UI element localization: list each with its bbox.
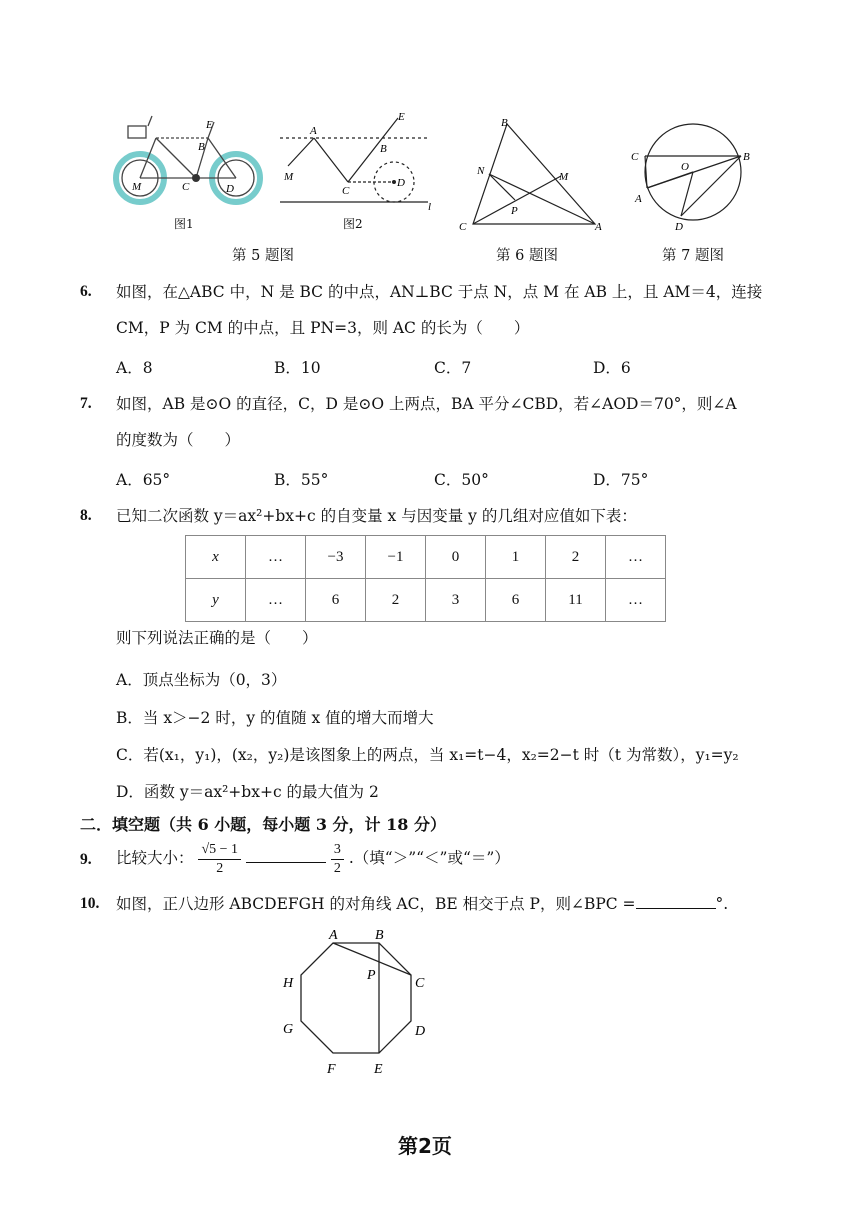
svg-text:D: D bbox=[415, 1024, 426, 1039]
svg-text:D: D bbox=[226, 183, 234, 195]
table-cell: −1 bbox=[366, 536, 426, 579]
q9-answer-blank[interactable] bbox=[246, 848, 326, 863]
table-cell: 0 bbox=[426, 536, 486, 579]
table-cell: 6 bbox=[306, 579, 366, 622]
q7-option-b[interactable]: B．55° bbox=[274, 471, 329, 489]
table-cell: … bbox=[246, 579, 306, 622]
q10-number: 10. bbox=[80, 895, 100, 912]
q10-end: °. bbox=[715, 895, 729, 913]
svg-text:C: C bbox=[459, 221, 467, 232]
svg-text:B: B bbox=[198, 141, 205, 153]
table-cell: 6 bbox=[486, 579, 546, 622]
svg-text:l: l bbox=[428, 201, 432, 210]
q7-option-c[interactable]: C．50° bbox=[434, 471, 489, 489]
svg-text:P: P bbox=[367, 968, 376, 983]
svg-text:A: A bbox=[635, 193, 642, 205]
figure-5-sub2-caption: 图2 bbox=[343, 217, 363, 231]
svg-text:D: D bbox=[397, 177, 405, 189]
fraction-numerator: √5 − 1 bbox=[198, 841, 241, 860]
q8-line1: 已知二次函数 y＝ax²+bx+c 的自变量 x 与因变量 y 的几组对应值如下表： bbox=[116, 507, 637, 525]
svg-text:B: B bbox=[501, 117, 508, 129]
svg-text:C: C bbox=[631, 151, 639, 163]
table-cell: … bbox=[246, 536, 306, 579]
figure-6-triangle bbox=[455, 112, 615, 232]
q10-text: 如图，正八边形 ABCDEFGH 的对角线 AC，BE 相交于点 P，则∠BPC = bbox=[116, 895, 636, 913]
figure-5-diagram bbox=[278, 110, 438, 210]
svg-text:M: M bbox=[284, 171, 294, 183]
svg-text:A: A bbox=[329, 928, 338, 943]
q9-number: 9. bbox=[80, 851, 92, 868]
table-cell: 2 bbox=[366, 579, 426, 622]
table-cell: 1 bbox=[486, 536, 546, 579]
table-row bbox=[186, 579, 666, 622]
section-2-heading: 二．填空题（共 6 小题，每小题 3 分，计 18 分） bbox=[80, 815, 446, 834]
svg-text:B: B bbox=[380, 143, 387, 155]
q6-option-b[interactable]: B．10 bbox=[274, 359, 321, 377]
q8-option-d[interactable]: D．函数 y＝ax²+bx+c 的最大值为 2 bbox=[116, 783, 379, 801]
fraction-numerator: 3 bbox=[331, 841, 344, 860]
q9-prefix: 比较大小： bbox=[116, 849, 194, 867]
q8-option-c[interactable]: C．若(x₁，y₁)，(x₂，y₂)是该图象上的两点，当 x₁=t−4，x₂=2−t 时（t 为常数），y₁=y₂ bbox=[116, 746, 739, 764]
table-cell: … bbox=[606, 579, 666, 622]
q6-line1: 如图，在△ABC 中，N 是 BC 的中点，AN⊥BC 于点 N，点 M 在 AB 上，且 AM＝4，连接 bbox=[116, 283, 763, 301]
figure-6-caption: 第 6 题图 bbox=[496, 248, 558, 264]
table-cell: x bbox=[186, 536, 246, 579]
q10-answer-blank[interactable] bbox=[636, 894, 716, 909]
svg-text:M: M bbox=[559, 171, 569, 183]
q10-octagon-figure bbox=[275, 925, 445, 1085]
table-row bbox=[186, 536, 666, 579]
svg-text:E: E bbox=[398, 111, 405, 123]
q7-number: 7. bbox=[80, 395, 92, 412]
figure-5-sub1-caption: 图1 bbox=[174, 217, 194, 231]
svg-text:P: P bbox=[511, 205, 518, 217]
q9-fraction-2 bbox=[331, 841, 344, 878]
q7-line2: 的度数为（ ） bbox=[116, 431, 241, 449]
svg-text:B: B bbox=[375, 928, 384, 943]
table-cell: −3 bbox=[306, 536, 366, 579]
svg-text:B: B bbox=[743, 151, 750, 163]
fraction-denominator: 2 bbox=[216, 860, 224, 876]
q9-fraction-1 bbox=[198, 841, 241, 878]
svg-text:H: H bbox=[283, 976, 294, 991]
q8-prompt: 则下列说法正确的是（ ） bbox=[116, 629, 318, 647]
q8-value-table bbox=[185, 535, 666, 622]
table-cell: 3 bbox=[426, 579, 486, 622]
svg-text:D: D bbox=[675, 221, 683, 233]
svg-text:C: C bbox=[415, 976, 425, 991]
q6-option-d[interactable]: D．6 bbox=[593, 359, 631, 377]
q6-line2: CM，P 为 CM 的中点，且 PN=3，则 AC 的长为（ ） bbox=[116, 319, 530, 337]
svg-text:N: N bbox=[477, 165, 485, 177]
q9-suffix: .（填“＞”“＜”或“＝”） bbox=[348, 849, 510, 867]
fraction-denominator: 2 bbox=[333, 860, 341, 876]
svg-text:M: M bbox=[132, 181, 142, 193]
table-cell: 11 bbox=[546, 579, 606, 622]
table-cell: 2 bbox=[546, 536, 606, 579]
q6-option-c[interactable]: C．7 bbox=[434, 359, 472, 377]
svg-text:C: C bbox=[342, 185, 350, 197]
figure-5-bicycle bbox=[108, 110, 268, 210]
svg-text:F: F bbox=[327, 1062, 336, 1077]
svg-text:A: A bbox=[310, 125, 317, 137]
q9-line bbox=[116, 836, 510, 880]
table-cell: … bbox=[606, 536, 666, 579]
table-cell: y bbox=[186, 579, 246, 622]
q8-number: 8. bbox=[80, 507, 92, 524]
svg-text:E: E bbox=[374, 1062, 383, 1077]
q8-option-a[interactable]: A．顶点坐标为（0，3） bbox=[116, 671, 287, 689]
q10-line bbox=[116, 894, 728, 914]
svg-text:E: E bbox=[206, 119, 213, 131]
figure-7-caption: 第 7 题图 bbox=[662, 248, 724, 264]
figure-5-caption: 第 5 题图 bbox=[232, 248, 294, 264]
q7-line1: 如图，AB 是⊙O 的直径，C，D 是⊙O 上两点，BA 平分∠CBD，若∠AOD＝70°，则∠A bbox=[116, 395, 737, 413]
q8-option-b[interactable]: B．当 x＞−2 时，y 的值随 x 值的增大而增大 bbox=[116, 709, 434, 727]
svg-text:C: C bbox=[182, 181, 190, 193]
svg-text:O: O bbox=[681, 161, 689, 173]
q6-option-a[interactable]: A．8 bbox=[116, 359, 153, 377]
svg-text:A: A bbox=[595, 221, 602, 232]
q7-option-a[interactable]: A．65° bbox=[116, 471, 171, 489]
svg-text:G: G bbox=[283, 1022, 294, 1037]
figure-7-circle bbox=[625, 118, 765, 238]
q7-option-d[interactable]: D．75° bbox=[593, 471, 649, 489]
page-number: 第2页 bbox=[398, 1134, 452, 1158]
q6-number: 6. bbox=[80, 283, 92, 300]
